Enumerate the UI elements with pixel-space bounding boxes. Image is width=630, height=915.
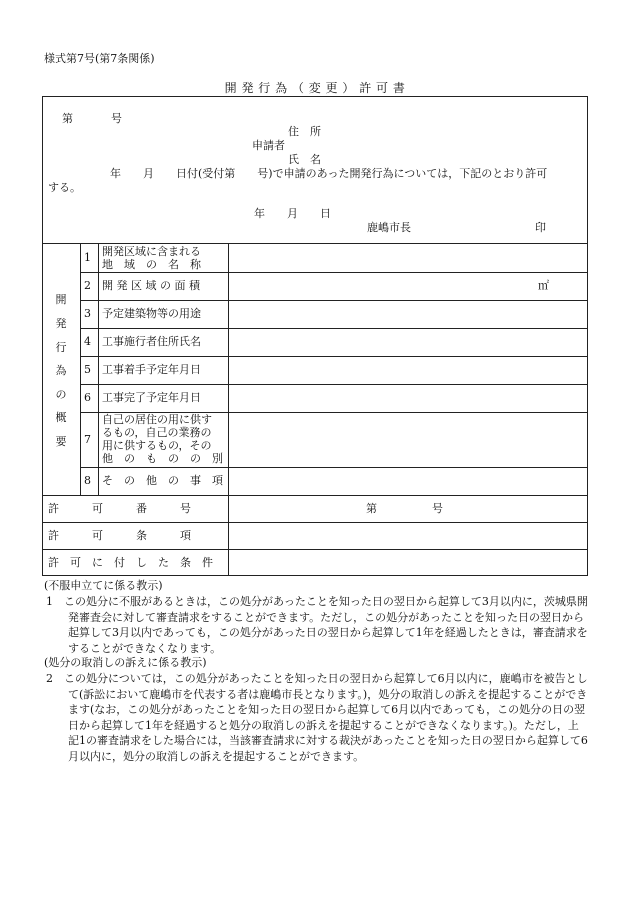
row-label: 工事完了予定年月日 (102, 391, 201, 404)
permit-number-label: 許 可 番 号 (48, 502, 191, 515)
overview-label-char: 開 (55, 293, 67, 306)
row-number: 4 (84, 335, 91, 348)
row-label: 工事着手予定年月日 (102, 363, 201, 376)
row-number: 2 (84, 279, 91, 292)
row-label: 地 域 の 名 称 (102, 258, 201, 271)
permit-condition-label: 許 可 条 項 (48, 529, 191, 542)
objection-notice-heading: (不服申立てに係る教示) (44, 579, 163, 592)
lawsuit-notice-text: 2 この処分については，この処分があったことを知った日の翌日から起算して6月以内に，鹿嶋市を被告として(訴訟において鹿嶋市を代表する者は鹿嶋市長となります。)，処分の取消しの訴えを提起することができます(なお，この処分があったことを知った日の翌日から起算して6月以内であっても，この処分の日の翌日から起算して1年を経過すると処分の取消しの訴えを提起することができなくなります。)。ただし，上記1の審査請求をした場合には，当該審査請求に対する裁決があったことを知った日の翌日から起算して6月以内に，処分の取消しの訴えを提起することができます。 (46, 672, 588, 763)
row-number: 7 (84, 433, 91, 446)
row-number: 3 (84, 307, 91, 320)
vertical-divider (98, 243, 99, 495)
row-divider (42, 522, 588, 523)
row-label: そ の 他 の 事 項 (102, 474, 223, 487)
row-label: 開 発 区 域 の 面 積 (102, 279, 200, 292)
header-divider (42, 243, 588, 244)
permit-number-value: 第 号 (366, 502, 443, 515)
body-text-line1: 年 月 日付(受付第 号)で申請のあった開発行為については，下記のとおり許可 (110, 167, 548, 180)
row-number: 1 (84, 251, 91, 264)
row-divider (80, 356, 588, 357)
overview-label-char: 為 (55, 364, 67, 377)
address-label: 住 所 (288, 125, 321, 138)
applicant-label: 申請者 (252, 139, 285, 152)
row-divider (80, 384, 588, 385)
vertical-divider (228, 243, 229, 576)
row-label: 予定建築物等の用途 (102, 307, 201, 320)
row-label: 用に供するもの，その (102, 439, 212, 452)
issue-date: 年 月 日 (254, 207, 331, 220)
lawsuit-notice-body (44, 671, 588, 764)
row-number: 5 (84, 363, 91, 376)
objection-notice-text: 1 この処分に不服があるときは，この処分があったことを知った日の翌日から起算して3月以内に，茨城県開発審査会に対して審査請求をすることができます。ただし，この処分があったことを知った日の翌日から起算して3月以内であっても，この処分があった日の翌日から起算して1年を経過したときは，審査請求をすることができなくなります。 (46, 595, 588, 655)
row-number: 8 (84, 474, 91, 487)
row-label: 他 の も の の 別 (102, 452, 223, 465)
row-divider (42, 549, 588, 550)
row-label: 開発区域に含まれる (102, 245, 201, 258)
number-suffix: 号 (111, 112, 122, 125)
issuer-name: 鹿嶋市長 (367, 221, 411, 234)
overview-label-char: 発 (55, 317, 67, 330)
lawsuit-notice-heading: (処分の取消しの訴えに係る教示) (44, 656, 207, 669)
overview-label-char: 概 (55, 411, 67, 424)
vertical-divider (80, 243, 81, 495)
overview-label-char: 要 (55, 435, 67, 448)
row-divider (80, 272, 588, 273)
body-text-line2: する。 (48, 181, 81, 194)
row-label: 自己の居住の用に供す (102, 413, 212, 426)
row-divider (80, 328, 588, 329)
document-title: 開 発 行 為 （ 変 更 ） 許 可 書 (224, 81, 406, 95)
number-prefix: 第 (62, 112, 73, 125)
overview-bottom-divider (42, 495, 588, 496)
row-label: 工事施行者住所氏名 (102, 335, 201, 348)
area-unit: ㎡ (538, 279, 549, 292)
row-number: 6 (84, 391, 91, 404)
row-label: るもの，自己の業務の (102, 426, 212, 439)
attached-condition-label: 許 可 に 付 し た 条 件 (48, 556, 213, 569)
overview-label-char: 行 (55, 341, 67, 354)
objection-notice-body (44, 594, 588, 656)
seal-mark: 印 (535, 221, 546, 234)
form-label: 様式第7号(第7条関係) (44, 52, 155, 65)
row-divider (80, 300, 588, 301)
row-divider (80, 467, 588, 468)
name-label: 氏 名 (288, 153, 321, 166)
overview-label-char: の (55, 388, 67, 401)
